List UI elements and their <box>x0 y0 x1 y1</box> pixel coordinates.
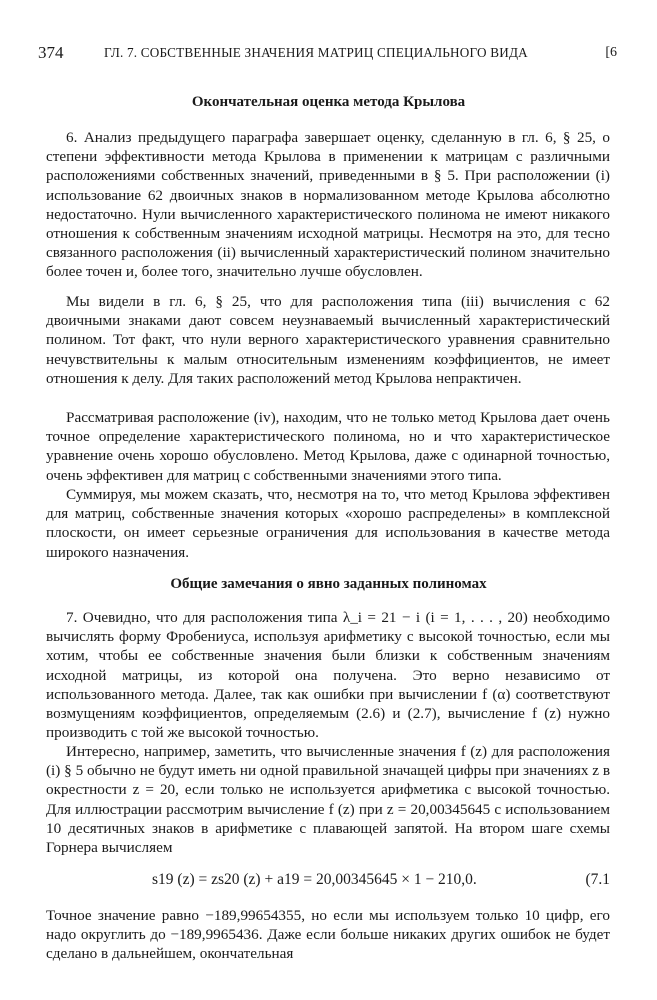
paragraph-6: 6. Анализ предыдущего параграфа завершает оценку, сделанную в гл. 6, § 25, о степени эффективности метода Крылова в применении к матрицам с различными расположениями собственных значений, приведенными в § 5. При расположении (i) использование 62 двоичных знаков в нормализованном методе Крылова абсолютно недостаточно. Нули вычисленного характеристического полинома не имеют никакого отношения к собственным значениям исходной матрицы. Несмотря на это, для тесно связанного расположения (ii) вычисленный характеристический полином значительно более точен и, более того, значительно лучше обусловлен. <box>46 129 610 281</box>
section-heading-polynomials: Общие замечания о явно заданных полиномах <box>170 576 487 592</box>
paragraph-closing: Точное значение равно −189,99654355, но если мы используем только 10 цифр, его надо округлить до −189,9965436. Даже если больше никаких других ошибок не будет сделано в дальнейшем, окончательная <box>46 907 610 963</box>
section-mark: [6 <box>605 45 617 60</box>
paragraph-iii: Мы видели в гл. 6, § 25, что для расположения типа (iii) вычисления с 62 двоичными знаками дают совсем неузнаваемый вычисленный характеристический полином. Тот факт, что нули верного характеристического уравнения сравнительно нечувствительны к малым относительным изменениям коэффициентов, не имеет отношения к делу. Для таких расположений метод Крылова непрактичен. <box>46 293 610 387</box>
paragraph-summary: Суммируя, мы можем сказать, что, несмотря на то, что метод Крылова эффективен для матриц, собственные значения которых «хорошо распределены» в комплексной плоскости, он имеет серьезные ограничения для использования в качестве метода широкого назначения. <box>46 486 610 561</box>
page-number: 374 <box>38 43 64 62</box>
paragraph-horner: Интересно, например, заметить, что вычисленные значения f (z) для расположения (i) § 5 обычно не будут иметь ни одной правильной значащей цифры при значениях z в окрестности z = 20, если только не используется арифметика с высокой точностью. Для иллюстрации рассмотрим вычисление f (z) при z = 20,00345645 с использованием 10 десятичных знаков в арифметике с плавающей запятой. На втором шаге схемы Горнера вычисляем <box>46 743 610 857</box>
running-title: ГЛ. 7. СОБСТВЕННЫЕ ЗНАЧЕНИЯ МАТРИЦ СПЕЦИАЛЬНОГО ВИДА <box>104 45 528 60</box>
section-heading-krylov: Окончательная оценка метода Крылова <box>191 94 466 110</box>
equation-number: (7.1 <box>585 871 610 888</box>
paragraph-iv: Рассматривая расположение (iv), находим, что не только метод Крылова дает очень точное определение характеристического полинома, но и что характеристическое уравнение очень хорошо обусловлено. Метод Крылова, даже с одинарной точностью, очень эффективен для матриц с собственными значениями этого типа. <box>46 409 610 484</box>
running-head <box>38 42 617 64</box>
paragraph-7: 7. Очевидно, что для расположения типа λ_i = 21 − i (i = 1, . . . , 20) необходимо вычислять форму Фробениуса, используя арифметику с высокой точностью, если мы хотим, чтобы ее собственные значения были близки к собственным значениям исходной матрицы, из которой она получена. Это верно независимо от использованного метода. Далее, так как ошибки при вычислении f (α) соответствуют возмущениям коэффициентов, определяемым (2.6) и (2.7), вычисление f (z) нужно производить с той же высокой точностью. <box>46 609 610 742</box>
equation-expression: s19 (z) = zs20 (z) + a19 = 20,00345645 × 1 − 210,0. <box>152 871 477 888</box>
